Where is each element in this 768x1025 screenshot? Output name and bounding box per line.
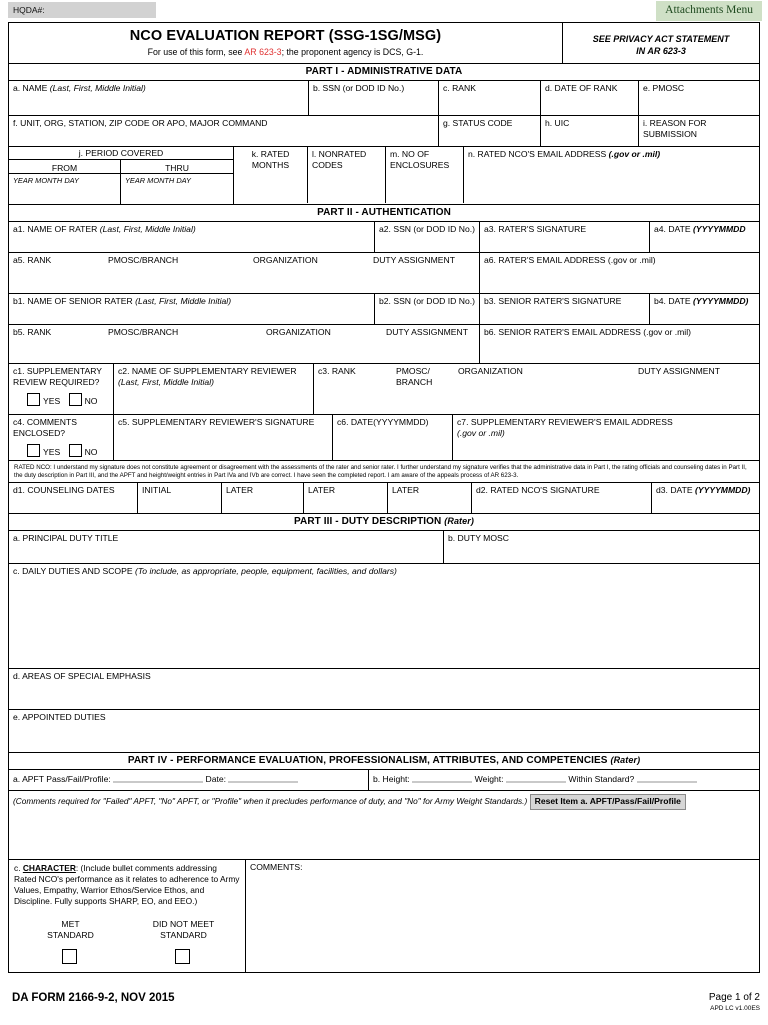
character-standard-options [14, 919, 240, 965]
enclosures-label-1: m. NO OF [390, 149, 430, 159]
field-unit-label: f. UNIT, ORG, STATION, ZIP CODE OR APO, MAJOR COMMAND [13, 118, 268, 128]
field-senior-rater-signature[interactable] [480, 294, 650, 324]
rated-nco-email-label: n. RATED NCO'S EMAIL ADDRESS [468, 149, 607, 159]
part-1-banner: PART I - ADMINISTRATIVE DATA [9, 64, 759, 81]
senior-rater-name-label: b1. NAME OF SENIOR RATER [13, 296, 133, 306]
rater-pmosc-label: PMOSC/BRANCH [108, 255, 179, 265]
field-rater-ssn[interactable] [375, 222, 480, 252]
c3-rank-label: c3. RANK [318, 366, 356, 376]
rater-date-hint: (YYYYMMDD [693, 224, 746, 234]
part3-row-appointed-duties [9, 710, 759, 753]
field-principal-duty-title[interactable]: a. PRINCIPAL DUTY TITLE [9, 531, 444, 563]
field-uic-label: h. UIC [545, 118, 570, 128]
senior-rater-date-hint: (YYYYMMDD) [693, 296, 749, 306]
field-nonrated-codes[interactable] [308, 147, 386, 203]
part2-row-supplementary [9, 364, 759, 415]
field-status-code[interactable] [439, 116, 541, 146]
field-character [9, 860, 246, 972]
c3-org-label: ORGANIZATION [458, 366, 523, 376]
c1-label-1: c1. SUPPLEMENTARY [13, 366, 102, 376]
field-unit-org-station[interactable] [9, 116, 439, 146]
rated-months-label-2: MONTHS [251, 159, 290, 170]
field-pmosc-label: e. PMOSC [643, 83, 685, 93]
field-date-of-rank[interactable] [541, 81, 639, 115]
field-apft-group[interactable] [9, 770, 369, 790]
counseling-dates-label: d1. COUNSELING DATES [9, 483, 138, 513]
counseling-initial[interactable]: INITIAL [138, 483, 222, 513]
field-rater-date[interactable] [650, 222, 758, 252]
part3-row-duty-title [9, 531, 759, 564]
field-reason-label: i. REASON FOR SUBMISSION [643, 118, 707, 139]
weight-input[interactable] [506, 772, 566, 783]
field-comments-enclosed[interactable] [9, 415, 114, 460]
senior-rater-org-label: ORGANIZATION [266, 327, 331, 337]
period-covered-subheads [9, 160, 233, 174]
rated-nco-statement: RATED NCO: I understand my signature does not constitute agreement or disagreement with the assessments of the rater and senior rater. I further understand my signature verifies that the administrative data in Part I, the rating officials and counseling dates in Part II, the duty description in Part III, and the APFT and height/weight entries in Part IVa and IVb are correct. I have seen the completed report. I am aware of the appeals process of AR 623-3. [9, 461, 759, 483]
apft-note-container [9, 791, 758, 859]
field-ssn[interactable] [309, 81, 439, 115]
did-not-meet-standard-option[interactable] [127, 919, 240, 965]
daily-duties-hint: (To include, as appropriate, people, equipment, facilities, and dollars) [134, 566, 397, 577]
field-supplementary-reviewer-rank-group[interactable] [314, 364, 758, 414]
senior-rater-date-label: b4. DATE [654, 296, 691, 306]
field-appointed-duties[interactable]: e. APPOINTED DUTIES [13, 712, 106, 723]
field-duty-mosc[interactable]: b. DUTY MOSC [448, 533, 509, 544]
rater-ssn-label: a2. SSN (or DOD ID No.) [379, 224, 475, 234]
part-2-banner: PART II - AUTHENTICATION [9, 205, 759, 222]
field-senior-rater-ssn[interactable] [375, 294, 480, 324]
counseling-later-3[interactable]: LATER [388, 483, 472, 513]
senior-rater-pmosc-label: PMOSC/BRANCH [108, 327, 179, 337]
field-senior-rater-email[interactable] [480, 325, 758, 363]
counseling-later-2[interactable]: LATER [304, 483, 388, 513]
top-bar [0, 0, 768, 20]
field-character-comments[interactable]: COMMENTS: [250, 862, 303, 873]
field-supplementary-review-required[interactable] [9, 364, 114, 414]
part2-row-senior-rater-name [9, 294, 759, 325]
field-senior-rater-date[interactable] [650, 294, 758, 324]
part-3-banner-text: PART III - DUTY DESCRIPTION [294, 516, 442, 528]
part4-row-apft [9, 770, 759, 791]
field-uic[interactable] [541, 116, 639, 146]
subtitle-prefix: For use of this form, see [147, 47, 245, 57]
c1-no-checkbox[interactable] [69, 393, 82, 406]
c3-pmosc-label [396, 366, 458, 387]
hqda-label: HQDA#: [13, 5, 45, 15]
nonrated-label-1: l. NONRATED [312, 149, 367, 159]
c1-label-2: REVIEW REQUIRED? [13, 376, 100, 387]
rater-email-label: a6. RATER'S EMAIL ADDRESS (.gov or .mil) [484, 255, 656, 265]
met-standard-option[interactable] [14, 919, 127, 965]
part-4-banner-text: PART IV - PERFORMANCE EVALUATION, PROFESSIONALISM, ATTRIBUTES, AND COMPETENCIES [127, 755, 608, 767]
part1-row-name [9, 81, 759, 116]
da-form-2166-9-2 [8, 22, 760, 973]
rater-date-label: a4. DATE [654, 224, 691, 234]
c2-hint: (Last, First, Middle Initial) [118, 376, 214, 387]
weight-label: Weight: [474, 774, 504, 785]
c4-label-2: ENCLOSED? [13, 427, 66, 438]
character-letter: c. [14, 863, 21, 874]
period-covered-group [9, 147, 234, 204]
period-from-header: FROM [9, 160, 121, 173]
field-pmosc[interactable] [639, 81, 758, 115]
period-from-input[interactable]: YEAR MONTH DAY [9, 174, 121, 204]
part-4-banner [9, 753, 759, 770]
senior-rater-name-hint: (Last, First, Middle Initial) [135, 296, 232, 306]
met-standard-line1: MET [61, 919, 80, 930]
ar-623-3-link[interactable]: AR 623-3 [244, 47, 282, 57]
form-number: DA FORM 2166-9-2, NOV 2015 [12, 992, 175, 1004]
height-label: b. Height: [373, 774, 410, 785]
field-rated-nco-date[interactable] [652, 483, 758, 513]
apd-version: APD LC v1.00ES [710, 1005, 760, 1012]
field-senior-rater-rank-group[interactable] [9, 325, 480, 363]
period-covered-header: j. PERIOD COVERED [9, 147, 233, 160]
c1-no-label: NO [84, 396, 98, 406]
part4-row-character [9, 860, 759, 972]
senior-rater-email-label: b6. SENIOR RATER'S EMAIL ADDRESS (.gov or .mil) [484, 327, 691, 337]
field-supplementary-reviewer-name[interactable] [114, 364, 314, 414]
field-height-weight-group[interactable] [369, 770, 758, 790]
c3-duty-label: DUTY ASSIGNMENT [638, 366, 720, 376]
c5-label: c5. SUPPLEMENTARY REVIEWER'S SIGNATURE [118, 417, 315, 427]
within-standard-label: Within Standard? [568, 774, 635, 785]
field-status-code-label: g. STATUS CODE [443, 118, 513, 128]
c4-yes-label: YES [43, 447, 61, 457]
attachments-menu-button[interactable]: Attachments Menu [656, 1, 762, 21]
height-input[interactable] [412, 772, 472, 783]
within-standard-input[interactable] [637, 772, 697, 783]
c3-pmosc-line2: BRANCH [396, 376, 433, 387]
field-reason-for-submission[interactable] [639, 116, 758, 146]
part1-row-unit [9, 116, 759, 147]
field-rank-label: c. RANK [443, 83, 476, 93]
rater-org-label: ORGANIZATION [253, 255, 318, 265]
part2-row-rater-rank [9, 253, 759, 294]
c1-yes-checkbox[interactable] [27, 393, 40, 406]
part2-row-comments-enclosed [9, 415, 759, 461]
field-date-of-rank-label: d. DATE OF RANK [545, 83, 618, 93]
part-3-banner-rater: (Rater) [444, 516, 474, 527]
senior-rater-signature-label: b3. SENIOR RATER'S SIGNATURE [484, 296, 622, 306]
senior-rater-rank-label: b5. RANK [13, 327, 52, 337]
period-covered-values [9, 174, 233, 204]
field-name-label: a. NAME [13, 83, 48, 93]
apft-label: a. APFT Pass/Fail/Profile: [13, 774, 111, 785]
apft-input[interactable] [113, 772, 203, 783]
field-rater-rank-group[interactable] [9, 253, 480, 293]
rated-nco-email-hint: (.gov or .mil) [608, 149, 661, 159]
field-daily-duties-and-scope[interactable] [9, 564, 758, 668]
part-3-banner [9, 514, 759, 531]
nonrated-label-2: CODES [312, 159, 343, 170]
period-thru-input[interactable]: YEAR MONTH DAY [125, 176, 191, 185]
senior-rater-ssn-label: b2. SSN (or DOD ID No.) [379, 296, 475, 306]
hqda-field[interactable] [8, 2, 156, 18]
apft-date-input[interactable] [228, 772, 298, 783]
form-footer [8, 992, 762, 1022]
c6-label: c6. DATE(YYYYMMDD) [337, 417, 429, 427]
field-rank[interactable] [439, 81, 541, 115]
c4-label-1: c4. COMMENTS [13, 417, 77, 427]
rated-months-label-1: k. RATED [251, 149, 290, 159]
counseling-later-1[interactable]: LATER [222, 483, 304, 513]
field-name-hint: (Last, First, Middle Initial) [49, 83, 146, 93]
part3-row-special-emphasis [9, 669, 759, 710]
title-subtitle [9, 47, 562, 57]
field-rated-nco-signature[interactable]: d2. RATED NCO'S SIGNATURE [472, 483, 652, 513]
did-not-meet-standard-checkbox[interactable] [175, 949, 190, 964]
apft-comments-note: (Comments required for "Failed" APFT, "No" APFT, or "Profile" when it precludes performance of duty, and "No" for Army Weight Standards.) [13, 796, 528, 807]
character-description [14, 863, 240, 907]
c1-yes-label: YES [43, 396, 61, 406]
rater-name-hint: (Last, First, Middle Initial) [99, 224, 196, 234]
field-ssn-label: b. SSN (or DOD ID No.) [313, 83, 405, 93]
subtitle-suffix: ; the proponent agency is DCS, G-1. [281, 47, 424, 57]
field-supplementary-reviewer-email[interactable] [453, 415, 758, 460]
dnm-standard-line1: DID NOT MEET [152, 919, 215, 930]
field-name[interactable] [9, 81, 309, 115]
c4-yes-checkbox[interactable] [27, 444, 40, 457]
title-block [9, 23, 759, 64]
part4-row-comments-note [9, 791, 759, 860]
rater-duty-label: DUTY ASSIGNMENT [373, 255, 455, 265]
met-standard-checkbox[interactable] [62, 949, 77, 964]
field-rater-signature[interactable] [480, 222, 650, 252]
rater-name-label: a1. NAME OF RATER [13, 224, 98, 234]
page-number: Page 1 of 2 [708, 992, 760, 1003]
c2-label: c2. NAME OF SUPPLEMENTARY REVIEWER [118, 366, 297, 376]
c4-no-checkbox[interactable] [69, 444, 82, 457]
senior-rater-duty-label: DUTY ASSIGNMENT [386, 327, 468, 337]
field-no-of-enclosures[interactable] [386, 147, 464, 203]
part2-row-senior-rater-rank [9, 325, 759, 364]
d3-hint: (YYYYMMDD) [695, 485, 751, 496]
enclosures-label-2: ENCLOSURES [390, 159, 450, 170]
c4-no-label: NO [84, 447, 98, 457]
field-rated-months[interactable] [234, 147, 308, 203]
c7-hint: (.gov or .mil) [457, 427, 505, 438]
privacy-line-1: SEE PRIVACY ACT STATEMENT [592, 34, 730, 44]
field-rater-name[interactable] [9, 222, 375, 252]
field-rated-nco-email[interactable] [464, 147, 759, 203]
apft-date-label: Date: [205, 774, 227, 785]
part1-row-period [9, 147, 759, 205]
reset-apft-button[interactable]: Reset Item a. APFT/Pass/Fail/Profile [530, 794, 686, 810]
part-4-banner-rater: (Rater) [610, 755, 641, 766]
dnm-standard-line2: STANDARD [160, 930, 207, 941]
met-standard-line2: STANDARD [47, 930, 94, 941]
field-senior-rater-name[interactable] [9, 294, 375, 324]
field-rater-email[interactable] [480, 253, 758, 293]
rater-signature-label: a3. RATER'S SIGNATURE [484, 224, 587, 234]
privacy-act-notice [563, 23, 759, 63]
title-left [9, 23, 563, 63]
privacy-line-2: IN AR 623-3 [636, 46, 686, 56]
page-title: NCO EVALUATION REPORT (SSG-1SG/MSG) [129, 28, 442, 44]
character-text: : (Include bullet comments addressing Rated NCO's performance as it relates to adherence to Army Values, Empathy, Warrior Ethos/Service Ethos, and Discipline. Fully supports SHARP, EO, and EEO.) [14, 863, 240, 907]
field-supplementary-reviewer-date[interactable] [333, 415, 453, 460]
period-thru-header: THRU [165, 163, 189, 173]
field-areas-of-special-emphasis[interactable]: d. AREAS OF SPECIAL EMPHASIS [13, 671, 151, 682]
c7-label: c7. SUPPLEMENTARY REVIEWER'S EMAIL ADDRESS [457, 417, 673, 427]
c3-pmosc-line1: PMOSC/ [396, 366, 430, 376]
rater-rank-label: a5. RANK [13, 255, 52, 265]
daily-duties-label: c. DAILY DUTIES AND SCOPE [13, 566, 133, 577]
part2-row-counseling-dates [9, 483, 759, 514]
d3-label: d3. DATE [656, 485, 693, 496]
character-label: CHARACTER [22, 863, 76, 874]
part2-row-rater-name [9, 222, 759, 253]
field-supplementary-reviewer-signature[interactable] [114, 415, 333, 460]
part3-row-daily-duties [9, 564, 759, 669]
